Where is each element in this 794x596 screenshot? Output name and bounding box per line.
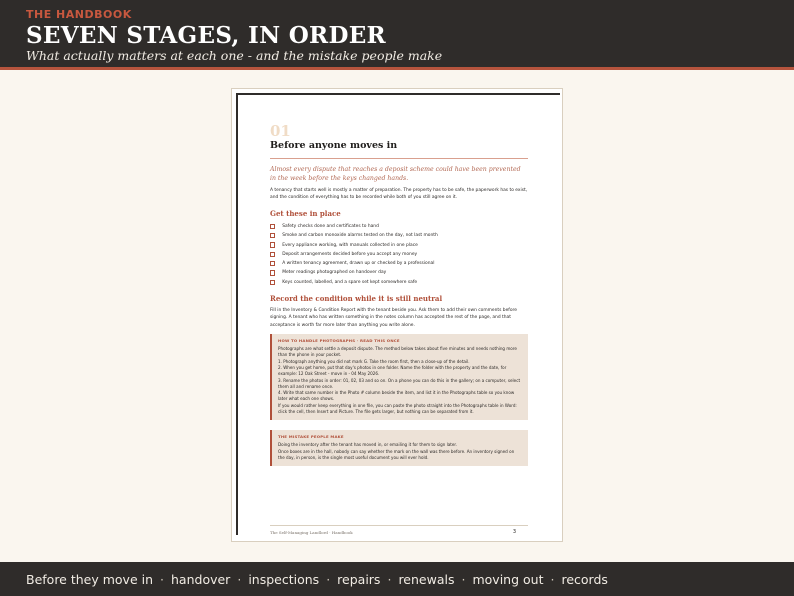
page-subtitle: What actually matters at each one - and the mistake people make — [26, 48, 443, 63]
photo-callout-step: 4. Write that same number in the Photo # column beside the item, and list it in the Photographs table so you know later what each one shows. — [278, 390, 515, 402]
photo-callout-paragraph: If you would rather keep everything in one file, you can paste the photo straight into the Photographs table in Word: click the cell, then Insert and Picture. The file gets larger, but nothing can be separated from it. — [278, 402, 517, 415]
checklist-heading: Get these in place — [270, 208, 341, 218]
checklist — [270, 222, 528, 287]
condition-text: Fill in the Inventory & Condition Report with the tenant beside you. Ask them to add their own comments before signing. A tenant who has written something in the notes column has accepted the rest of the page, and that acceptance is worth far more later than anything you write alone. — [270, 307, 517, 328]
stage-nav-item[interactable]: renewals — [398, 572, 455, 587]
page-footer-title: The Self-Managing Landlord · Handbook — [270, 529, 353, 535]
page-title: SEVEN STAGES, IN ORDER — [26, 22, 386, 49]
checklist-item: Deposit arrangements decided before you accept any money — [270, 250, 528, 259]
checkbox-icon — [270, 242, 275, 247]
checklist-item: Every appliance working, with manuals collected in one place — [270, 240, 528, 249]
section-title: Before anyone moves in — [270, 140, 528, 159]
header-eyebrow: THE HANDBOOK — [26, 8, 132, 21]
checklist-item: Meter readings photographed on handover day — [270, 268, 528, 277]
footer-band — [0, 562, 794, 596]
checklist-item: Safety checks done and certificates to hand — [270, 222, 528, 231]
nav-separator: · — [326, 572, 331, 587]
stage-nav-item[interactable]: inspections — [248, 572, 320, 587]
nav-separator: · — [387, 572, 392, 587]
section-intro: A tenancy that starts well is mostly a matter of preparation. The property has to be safe, the paperwork has to exist, and the condition of everything has to be recorded while both of you still agree on it. — [270, 188, 528, 201]
nav-separator: · — [550, 572, 555, 587]
mistake-callout-paragraph: Once boxes are in the hall, nobody can say whether the mark on the wall was there before. An inventory signed on the day, in person, is the single most useful document you will ever hold. — [278, 448, 515, 460]
condition-heading: Record the condition while it is still neutral — [270, 293, 443, 303]
page-content — [270, 123, 528, 466]
mistake-callout-paragraph: Doing the inventory after the tenant has moved in, or emailing it for them to sign later. — [278, 442, 457, 448]
checklist-item: Smoke and carbon monoxide alarms tested on the day, not last month — [270, 231, 528, 240]
stage-nav-item[interactable]: repairs — [337, 572, 381, 587]
photo-callout — [270, 334, 528, 420]
header-band — [0, 0, 794, 67]
stage-nav-item[interactable]: moving out — [472, 572, 544, 587]
page-footer-rule — [270, 525, 528, 526]
checkbox-icon — [270, 224, 275, 229]
header-accent-rule — [0, 67, 794, 70]
photo-callout-step: 3. Rename the photos in order: 01, 02, 03 and so on. On a phone you can do this in the gallery; on a computer, select them all and rename once. — [278, 377, 521, 389]
nav-separator: · — [160, 572, 164, 587]
stage-nav — [26, 572, 608, 587]
checkbox-icon — [270, 252, 275, 257]
photo-callout-step: 2. When you get home, put that day's photos in one folder. Name the folder with the property and the date, for example: 12 Oak Street - move in - 04 May 2026. — [278, 365, 507, 377]
section-number: 01 — [270, 122, 291, 140]
photo-callout-heading: HOW TO HANDLE PHOTOGRAPHS · READ THIS ONCE — [278, 338, 400, 344]
nav-separator: · — [461, 572, 466, 587]
page-footer — [270, 527, 516, 535]
mistake-callout — [270, 430, 528, 466]
page-number: 3 — [512, 529, 516, 535]
page-crop-mark-top — [236, 93, 560, 95]
page-crop-mark-left — [236, 93, 238, 535]
checkbox-icon — [270, 261, 275, 266]
checkbox-icon — [270, 233, 275, 238]
stage-nav-item[interactable]: records — [561, 572, 608, 587]
checklist-item: A written tenancy agreement, drawn up or checked by a professional — [270, 259, 528, 268]
stage-nav-item[interactable]: handover — [171, 572, 231, 587]
handbook-page-preview — [231, 88, 563, 542]
checkbox-icon — [270, 270, 275, 275]
photo-callout-paragraph: Photographs are what settle a deposit dispute. The method below takes about five minutes and needs nothing more than the phone in your pocket. — [278, 346, 517, 358]
photo-callout-step: 1. Photograph anything you did not mark G. Take the room first, then a close-up of the detail. — [278, 358, 470, 364]
nav-separator: · — [237, 572, 242, 587]
mistake-callout-heading: THE MISTAKE PEOPLE MAKE — [278, 434, 344, 440]
checkbox-icon — [270, 280, 275, 285]
section-lead: Almost every dispute that reaches a deposit scheme could have been prevented in the week before the keys changed hands. — [270, 166, 521, 182]
stage-nav-item[interactable]: Before they move in — [26, 572, 154, 587]
checklist-item: Keys counted, labelled, and a spare set kept somewhere safe — [270, 278, 528, 287]
